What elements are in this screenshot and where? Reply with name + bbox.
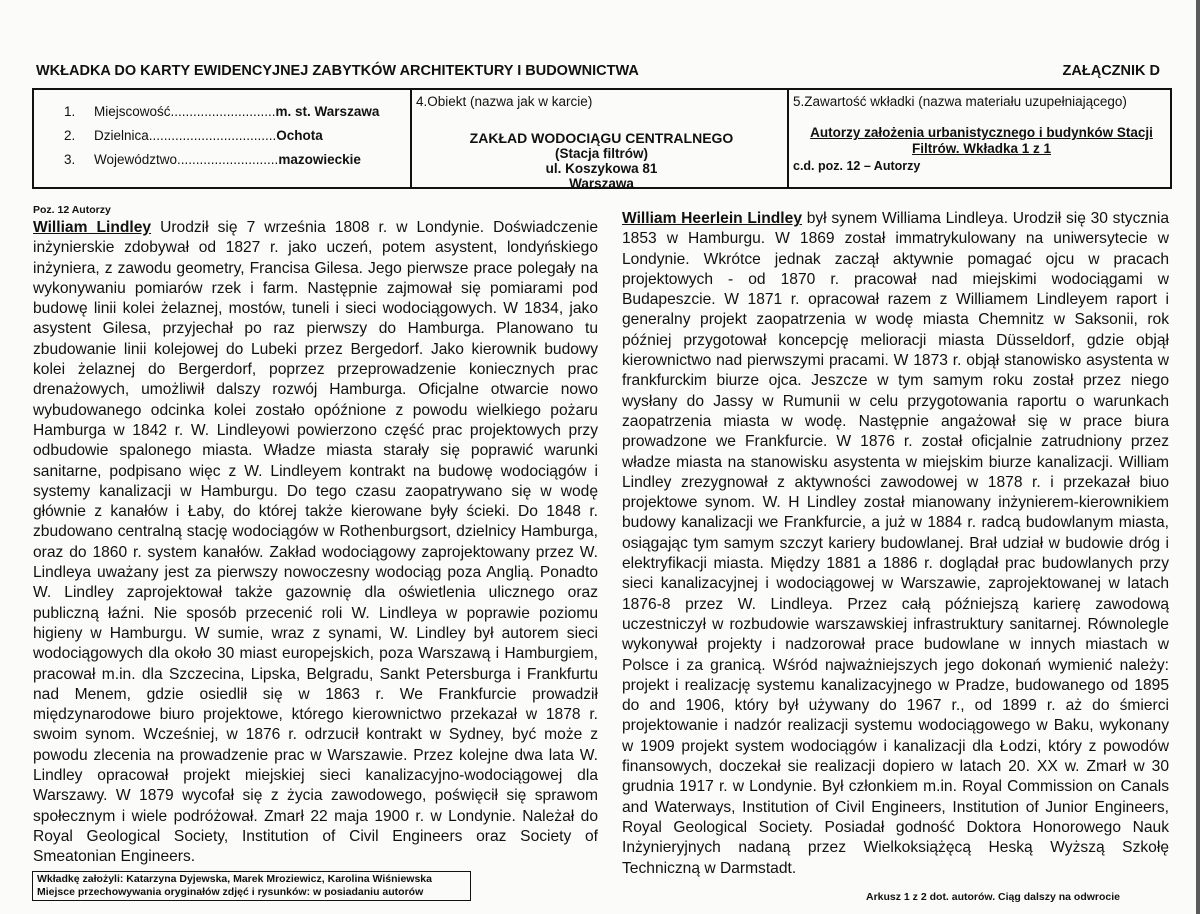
footer-storage: Miejsce przechowywania oryginałów zdjęć i rysunków: w posiadaniu autorów [37, 885, 424, 898]
object-sub: (Stacja filtrów) [554, 146, 648, 161]
content-title: Autorzy założenia urbanistycznego i budynków Stacji Filtrów. Wkładka 1 z 1 [810, 125, 1153, 156]
biography-text: Urodził się 7 września 1808 r. w Londynie. Doświadczenie inżynierskie zdobywał od 1827 r. jako uczeń, potem asystent, londyńskiego inżyniera, z zawodu geometry, Francisa Gilesa. Jego pierwsze prace polegały na wykonywaniu pomiarów rzek i farm. Następnie zajmował się pomiarami pod budowę linii kolei żelaznej, mostów, tuneli i sieci wodociągowych. W 1834, jako asystent Gilesa, przyjechał po raz pierwszy do Hamburga. Planowano tu zbudowanie linii kolejowej do Lubeki przez Bergedorf. Jako kierownik budowy kolei żelaznej do Bergerdorf, poprzez przeprowadzenie koniecznych prac drenażowych, umożliwił dalszy rozwój Hamburga. Oficjalne otwarcie nowo wybudowanego odcinka kolei zostało opóźnione z powodu wielkiego pożaru Hamburga w 1842 r. W. Lindleyowi powierzono część prac projektowych przy odbudowie spalonego miasta. Władze miasta starały się poprawić warunki sanitarne, podpisano więc z W. Lindleyem kontrakt na budowę wodociągów i systemy kanalizacji w Hamburgu. Do tego czasu zaopatrywano się w wodę głównie z kanałów i Łaby, do której także kierowane były ścieki. Do 1848 r. zbudowano centralną stację wodociągów w Rothenburgsort, dzielnicy Hamburga, oraz do 1860 r. system kanałów. Zakład wodociągowy zaprojektowany przez W. Lindleya uważany jest za pierwszy nowoczesny wodociąg poza Anglią. Ponadto W. Lindley zaprojektował także gazownię dla oświetlenia ulicznego oraz publiczną łaźni. Nie sposób przecenić roli W. Lindleya w poprawie poziomu higieny w Hamburgu. W sumie, wraz z synami, W. Lindley był autorem sieci wodociągowych dla około 30 miast europejskich, poza Warszawą i Hamburgiem, pracował m.in. dla Szczecina, Lipska, Belgradu, Sankt Petersburga i Frankfurtu nad Menem, gdzie osiedlił się w 1863 r. We Frankfurcie prowadził międzynarodowe biuro projektowe, którego kierownictwo przekazał w 1878 r. swoim synom. Wcześniej, w 1876 r. odrzucił kontrakt w Sydney, być może z powodu zlecenia na prowadzenie prac w Warszawie. Przez kolejne dwa lata W. Lindley opracował projekt miejskiej sieci kanalizacyjno-wodociągowej dla Warszawy. W 1879 wycofał się z życia zawodowego, poświęcił się sprawom społecznym i wiele podróżował. Zmarł 22 maja 1900 r. w Londynie. Należał do Royal Geological Society, Institution of Civil Engineers oraz Society of Smeatonian Engineers. [33, 219, 598, 866]
person-name: William Heerlein Lindley [622, 210, 802, 227]
footer-authors: Wkładkę założyli: Katarzyna Dyjewska, Marek Mroziewicz, Karolina Wiśniewska [37, 872, 432, 885]
left-column [33, 204, 598, 901]
left-column-text [33, 218, 598, 868]
document-title: WKŁADKA DO KARTY EWIDENCYJNEJ ZABYTKÓW ARCHITEKTURY I BUDOWNICTWA [36, 63, 639, 79]
sheet-note: Arkusz 1 z 2 dot. autorów. Ciąg dalszy na odwrocie [866, 890, 1120, 903]
row-value: Ochota [276, 128, 323, 143]
right-column-text [622, 209, 1169, 879]
object-city: Warszawa [569, 176, 634, 191]
row-value: mazowieckie [278, 152, 361, 167]
object-address: ul. Koszykowa 81 [545, 161, 658, 176]
biography-text: był synem Williama Lindleya. Urodził się 30 stycznia 1853 w Hamburgu. W 1869 został immatrykulowany na uniwersytecie w Londynie. Wkrótce jednak zaczął aktywnie pomagać ojcu w pracach projektowych - od 1870 r. pracował nad miejskimi wodociągami w Budapeszcie. W 1871 r. opracował razem z Williamem Lindleyem raport i generalny projekt zaopatrzenia w wodę miasta Chemnitz w Saksonii, rok później przygotował koncepcję melioracji miasta Düsseldorf, gdzie objął kierownictwo nad pierwszymi pracami. W 1873 r. objął stanowisko asystenta w frankfurckim biurze ojca. Jeszcze w tym samym roku został przez niego wysłany do Jassy w Rumunii w celu przygotowania raportu o warunkach zaopatrzenia miasta w wodę. Następnie angażował się w prace biura prowadzone we Frankfurcie. W 1876 r. został oficjalnie zatrudniony przez władze miasta na stanowisku asystenta w miejskim biurze kanalizacji. William Lindley zrezygnował z aktywności zawodowej w 1878 r. i przekazał biuo projektowe synom. W. H Lindley został mianowany inżynierem-kierownikiem budowy kanalizacji we Frankfurcie, a już w 1884 r. radcą budowlanym miasta, osiągając tym samym szczyt kariery budowlanej. Brał udział w budowie dróg i elektryfikacji miasta. Między 1881 a 1886 r. doglądał prac budowlanych przy sieci kanalizacyjnej i wodociągowej w Warszawie, zaprojektowanej w latach 1876-8 przez W. Lindleya. Przez całą późniejszą karierę zawodową uczestniczył w rozbudowie warszawskiej infrastruktury sanitarnej. Równolegle wykonywał projekty i nadzorował prace budowlane w innych miastach w Polsce i za granicą. Wśród najważniejszych jego dokonań wymienić należy: projekt i realizację systemu kanalizacyjnego w Pradze, budowanego od 1895 do and 1906, który był używany do 1967 r., od 1899 r. aż do śmierci projektowanie i nadzór realizacji systemu wodociągowego w Baku, wykonany w 1909 projekt system wodociągów i kanalizacji dla Łodzi, który z powodów finansowych, doczekał sie realizacji dopiero w latach 20. XX w. Zmarł w 30 grudnia 1917 r. w Londynie. Był członkiem m.in. Royal Commission on Canals and Waterways, Institution of Civil Engineers, Institution of Junior Engineers, Royal Geological Society. Posiadał godność Doktora Honorowego Nauk Inżynieryjnych nadaną przez Wielkoksiążęcą Heską Wyższą Szkołę Techniczną w Darmstadt. [622, 210, 1169, 877]
continuation-note: c.d. poz. 12 – Autorzy [793, 159, 921, 173]
row-number: 2. [64, 128, 76, 143]
row-number: 3. [64, 152, 76, 167]
object-label: 4.Obiekt (nazwa jak w karcie) [416, 94, 593, 109]
content-label: 5.Zawartość wkładki (nazwa materiału uzupełniającego) [793, 94, 1127, 109]
section-label: Poz. 12 Autorzy [33, 204, 111, 216]
right-column [622, 204, 1169, 904]
row-label: Województwo........................... [94, 152, 279, 167]
person-name: William Lindley [33, 219, 152, 236]
object-name: ZAKŁAD WODOCIĄGU CENTRALNEGO [469, 130, 734, 146]
footer-box [32, 871, 471, 901]
attachment-label: ZAŁĄCZNIK D [1062, 63, 1160, 79]
row-label: Dzielnica.................................. [94, 128, 277, 143]
row-label: Miejscowość............................ [94, 104, 276, 119]
row-number: 1. [64, 104, 76, 119]
row-value: m. st. Warszawa [275, 104, 380, 119]
